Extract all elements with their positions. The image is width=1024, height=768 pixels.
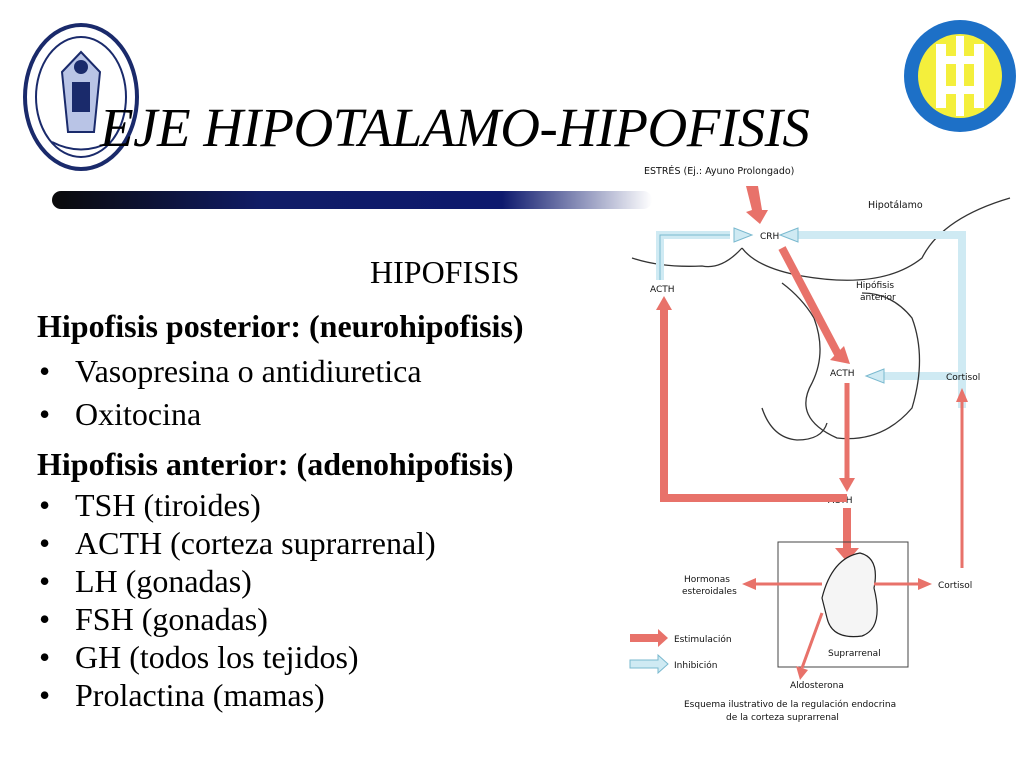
hipofisis-label-1: Hipófisis [856, 281, 895, 291]
stimulation-arrowhead [742, 578, 756, 590]
list-item: • Vasopresina o antidiuretica [37, 352, 422, 390]
stimulation-arrow [782, 248, 840, 358]
hipofisis-label-2: anterior [860, 293, 896, 303]
crh-label: CRH [760, 232, 780, 242]
inhibition-arrowhead [734, 228, 752, 242]
section-subtitle: HIPOFISIS [370, 254, 520, 290]
hormonas-label-1: Hormonas [684, 575, 730, 585]
suprarrenal-label: Suprarrenal [828, 649, 881, 659]
inhibition-arrowhead [866, 369, 884, 383]
legend-stimulation-arrow [630, 629, 668, 647]
stimulation-arrowhead [656, 296, 672, 310]
list-item: • Prolactina (mamas) [37, 676, 436, 714]
hpa-axis-diagram [622, 158, 1022, 732]
caption-line-1: Esquema ilustrativo de la regulación endocrina [684, 700, 897, 710]
legend-stimulation-label: Estimulación [674, 635, 732, 645]
hypothalamus-label: Hipotálamo [868, 200, 923, 211]
acth-left-label: ACTH [650, 285, 675, 295]
list-item: • LH (gonadas) [37, 562, 436, 600]
stimulation-arrowhead [839, 478, 855, 492]
stimulation-arrowhead [956, 388, 968, 402]
title-divider [52, 191, 652, 209]
stimulation-arrow [746, 186, 768, 224]
list-item: • TSH (tiroides) [37, 486, 436, 524]
posterior-heading: Hipofisis posterior: (neurohipofisis) [37, 308, 524, 344]
adrenal-gland-icon [822, 553, 877, 637]
pituitary-outline [782, 283, 920, 439]
stimulation-arrow [802, 613, 822, 668]
brain-outline [632, 248, 742, 267]
posterior-list [37, 352, 422, 433]
list-item: • ACTH (corteza suprarrenal) [37, 524, 436, 562]
acth-low-label: ACTH [828, 496, 853, 506]
cortisol-right-label: Cortisol [946, 373, 981, 383]
slide-title: EJE HIPOTALAMO-HIPOFISIS [100, 97, 810, 158]
list-item: • FSH (gonadas) [37, 600, 436, 638]
legend-inhibition-arrow [630, 655, 668, 673]
inhibition-arrow [660, 235, 730, 280]
aldosterona-label: Aldosterona [790, 681, 844, 691]
stalk-outline [762, 408, 827, 440]
stimulation-arrowhead [918, 578, 932, 590]
legend-inhibition-label: Inhibición [674, 661, 718, 671]
anterior-heading: Hipofisis anterior: (adenohipofisis) [37, 446, 514, 482]
list-item: • GH (todos los tejidos) [37, 638, 436, 676]
inhibition-arrow [660, 235, 730, 280]
inhibition-arrowhead [780, 228, 798, 242]
acth-mid-label: ACTH [830, 369, 855, 379]
stress-label: ESTRÉS (Ej.: Ayuno Prolongado) [644, 166, 795, 177]
cortisol-low-label: Cortisol [938, 581, 973, 591]
hormonas-label-2: esteroidales [682, 587, 737, 597]
list-item: • Oxitocina [37, 395, 422, 433]
stimulation-arrowhead [796, 666, 808, 680]
anterior-list [37, 486, 436, 714]
caption-line-2: de la corteza suprarrenal [726, 713, 839, 723]
